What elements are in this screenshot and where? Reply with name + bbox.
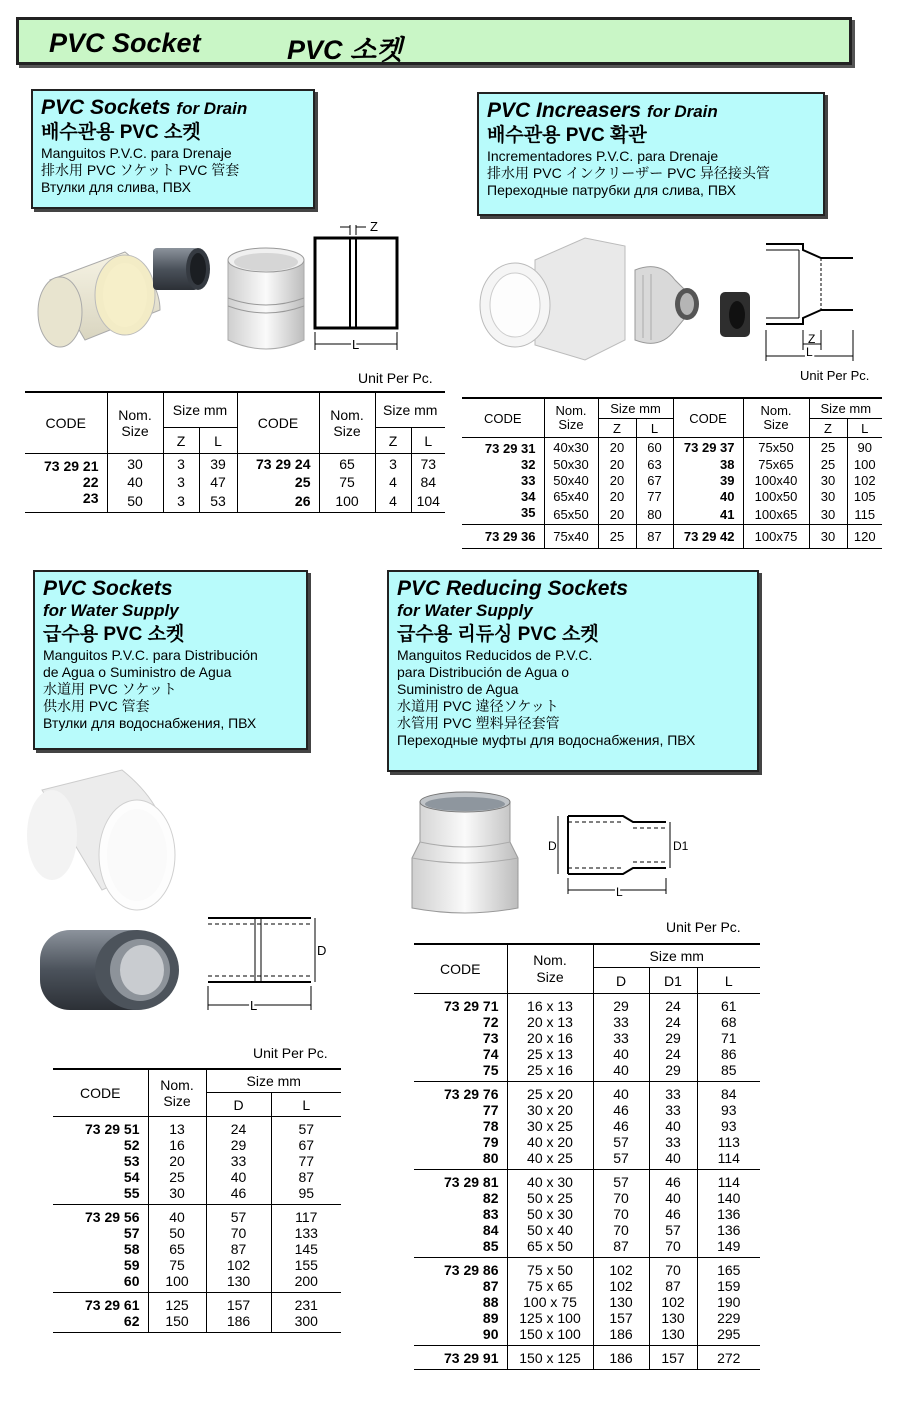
table-row — [414, 1150, 760, 1170]
water-sockets-es2: de Agua o Suministro de Agua — [43, 664, 232, 680]
col-header-nom: Nom. Size — [507, 944, 593, 994]
table-row: 35 65x50 20 80 41 100x65 30 115 — [462, 505, 882, 525]
cell-d: 102 — [593, 1278, 649, 1294]
cell-nom: 13 — [148, 1117, 206, 1138]
col-header-code: CODE — [237, 392, 319, 454]
cell-l: 61 — [697, 994, 760, 1015]
table-row — [53, 1153, 341, 1169]
table-row: 33 50x40 20 67 39 100x40 30 102 — [462, 473, 882, 489]
cell-d1: 24 — [649, 994, 697, 1015]
cell-d1: 46 — [649, 1206, 697, 1222]
table-row: 73 29 21 30 3 39 73 29 24 65 3 73 — [25, 454, 445, 475]
table-row — [414, 1310, 760, 1326]
cell-nom: 40 x 20 — [507, 1134, 593, 1150]
cell-d: 24 — [206, 1117, 271, 1138]
table-row — [53, 1313, 341, 1333]
table-row — [53, 1185, 341, 1205]
water-sockets-subtitle: for Water Supply — [43, 601, 179, 620]
cell-nom: 20 — [148, 1153, 206, 1169]
cell-code: 74 — [482, 1046, 499, 1062]
table-row — [414, 1278, 760, 1294]
cell-l: 68 — [697, 1014, 760, 1030]
water-sockets-dimension-diagram — [203, 910, 333, 1020]
cell-nom: 150 — [148, 1313, 206, 1333]
table-row — [53, 1257, 341, 1273]
cell-l: 136 — [697, 1206, 760, 1222]
cell-code: 73 29 51 — [85, 1121, 140, 1137]
cell-code: 90 — [482, 1326, 499, 1342]
cell-code: 73 29 71 — [444, 998, 499, 1014]
cell-d: 130 — [593, 1294, 649, 1310]
cell-l: 295 — [697, 1326, 760, 1346]
water-reducing-ko: 급수용 리듀싱 PVC 소켓 — [397, 624, 599, 645]
cell-code: 60 — [123, 1273, 140, 1289]
table-row — [414, 1082, 760, 1103]
cell-nom: 40 x 30 — [507, 1170, 593, 1191]
cell-code: 83 — [482, 1206, 499, 1222]
cell-l: 57 — [271, 1117, 341, 1138]
cell-l: 272 — [697, 1346, 760, 1370]
water-sockets-ru: Втулки для водоснабжения, ПВХ — [43, 715, 257, 731]
cell-nom: 75 x 65 — [507, 1278, 593, 1294]
cell-d: 87 — [206, 1241, 271, 1257]
drain-increasers-product-image — [475, 230, 765, 370]
cell-d: 40 — [206, 1169, 271, 1185]
cell-d: 46 — [593, 1118, 649, 1134]
water-reducing-zh: 水管用 PVC 塑料异径套管 — [397, 715, 560, 731]
table-row — [53, 1293, 341, 1314]
cell-code: 75 — [482, 1062, 499, 1078]
table-row: 34 65x40 20 77 40 100x50 30 105 — [462, 489, 882, 505]
cell-d: 33 — [593, 1014, 649, 1030]
table-row — [414, 1222, 760, 1238]
water-reducing-ja: 水道用 PVC 違径ソケット — [397, 698, 559, 714]
cell-l: 93 — [697, 1118, 760, 1134]
water-reducing-dimension-diagram — [548, 808, 698, 898]
cell-nom: 25 x 13 — [507, 1046, 593, 1062]
table-row — [414, 1190, 760, 1206]
water-reducing-dim-l: L — [616, 885, 623, 899]
cell-l: 300 — [271, 1313, 341, 1333]
cell-code: 88 — [482, 1294, 499, 1310]
cell-d1: 33 — [649, 1082, 697, 1103]
cell-nom: 75 x 50 — [507, 1258, 593, 1279]
cell-d1: 130 — [649, 1310, 697, 1326]
drain-sockets-es: Manguitos P.V.C. para Drenaje — [41, 145, 232, 161]
table-row — [53, 1169, 341, 1185]
water-reducing-title: PVC Reducing Sockets — [397, 577, 629, 600]
col-header-size-mm: Size mm — [809, 398, 882, 419]
cell-code: 54 — [123, 1169, 140, 1185]
cell-code: 73 29 86 — [444, 1262, 499, 1278]
table-row — [414, 994, 760, 1015]
cell-nom: 65 — [148, 1241, 206, 1257]
cell-d1: 40 — [649, 1118, 697, 1134]
water-reducing-unit: Unit Per Pc. — [666, 919, 741, 935]
table-row — [414, 1102, 760, 1118]
col-header-size-mm: Size mm — [206, 1069, 341, 1093]
table-row — [53, 1241, 341, 1257]
cell-l: 140 — [697, 1190, 760, 1206]
cell-d1: 102 — [649, 1294, 697, 1310]
cell-code: 73 29 81 — [444, 1174, 499, 1190]
col-header-code: CODE — [462, 398, 544, 438]
table-row — [414, 1046, 760, 1062]
water-reducing-header — [387, 570, 759, 772]
cell-d: 130 — [206, 1273, 271, 1293]
water-sockets-product-image — [22, 770, 197, 1020]
cell-code: 52 — [123, 1137, 140, 1153]
cell-nom: 50 x 40 — [507, 1222, 593, 1238]
cell-code: 84 — [482, 1222, 499, 1238]
table-row: 23 50 3 53 26 100 4 104 — [25, 490, 445, 513]
page-title-en: PVC Socket — [49, 28, 201, 58]
cell-d1: 33 — [649, 1134, 697, 1150]
cell-l: 133 — [271, 1225, 341, 1241]
col-header-size-mm: Size mm — [375, 392, 445, 428]
cell-d1: 24 — [649, 1014, 697, 1030]
water-reducing-product-image — [410, 790, 525, 915]
water-sockets-dim-l: L — [250, 998, 258, 1013]
cell-code: 73 — [482, 1030, 499, 1046]
page-title-bar — [16, 17, 852, 65]
table-row — [414, 1014, 760, 1030]
cell-l: 67 — [271, 1137, 341, 1153]
cell-code: 87 — [482, 1278, 499, 1294]
col-header-code: CODE — [414, 944, 507, 994]
cell-d1: 70 — [649, 1258, 697, 1279]
drain-increasers-ja: 排水用 PVC インクリーザー PVC 异径接头管 — [487, 165, 770, 181]
cell-nom: 20 x 16 — [507, 1030, 593, 1046]
col-header-d1: D1 — [649, 968, 697, 994]
col-header-d: D — [206, 1093, 271, 1117]
cell-d1: 40 — [649, 1190, 697, 1206]
cell-d1: 33 — [649, 1102, 697, 1118]
col-header-z: Z — [375, 428, 411, 454]
water-sockets-dim-d: D — [317, 943, 327, 958]
cell-code: 73 29 76 — [444, 1086, 499, 1102]
cell-d: 87 — [593, 1238, 649, 1258]
cell-nom: 25 — [148, 1169, 206, 1185]
cell-d1: 130 — [649, 1326, 697, 1346]
table-row — [414, 1238, 760, 1258]
cell-code: 77 — [482, 1102, 499, 1118]
cell-l: 114 — [697, 1170, 760, 1191]
col-header-nom: Nom. Size — [743, 398, 809, 438]
water-reducing-ru: Переходные муфты для водоснабжения, ПВХ — [397, 732, 696, 748]
cell-nom: 40 x 25 — [507, 1150, 593, 1170]
page-title-ko: PVC 소켓 — [287, 35, 403, 65]
cell-code: 57 — [123, 1225, 140, 1241]
drain-sockets-dim-z: Z — [370, 219, 378, 234]
drain-sockets-unit: Unit Per Pc. — [358, 370, 433, 386]
cell-code: 82 — [482, 1190, 499, 1206]
drain-increasers-table — [462, 397, 882, 549]
cell-l: 113 — [697, 1134, 760, 1150]
cell-d1: 24 — [649, 1046, 697, 1062]
cell-d: 186 — [593, 1346, 649, 1370]
col-header-code: CODE — [53, 1069, 148, 1117]
table-row — [53, 1273, 341, 1293]
cell-l: 231 — [271, 1293, 341, 1314]
cell-d: 40 — [593, 1062, 649, 1082]
col-header-l: L — [636, 419, 673, 438]
cell-nom: 125 x 100 — [507, 1310, 593, 1326]
water-reducing-es1: Manguitos Reducidos de P.V.C. — [397, 647, 593, 663]
table-row — [414, 1062, 760, 1082]
water-reducing-subtitle: for Water Supply — [397, 601, 533, 620]
col-header-size-mm: Size mm — [163, 392, 237, 428]
table-row — [53, 1205, 341, 1226]
cell-l: 229 — [697, 1310, 760, 1326]
cell-code: 80 — [482, 1150, 499, 1166]
drain-increasers-header — [477, 92, 825, 216]
cell-code: 55 — [123, 1185, 140, 1201]
col-header-nom: Nom. Size — [319, 392, 375, 454]
cell-l: 84 — [697, 1082, 760, 1103]
cell-nom: 25 x 16 — [507, 1062, 593, 1082]
cell-d: 70 — [593, 1190, 649, 1206]
cell-d: 70 — [593, 1206, 649, 1222]
cell-nom: 30 x 20 — [507, 1102, 593, 1118]
table-row — [414, 1170, 760, 1191]
drain-sockets-title: PVC Sockets — [41, 96, 171, 119]
cell-code: 73 29 56 — [85, 1209, 140, 1225]
cell-d1: 70 — [649, 1238, 697, 1258]
cell-d: 57 — [593, 1170, 649, 1191]
table-row — [414, 1134, 760, 1150]
cell-nom: 40 — [148, 1205, 206, 1226]
water-sockets-header — [33, 570, 308, 750]
cell-d: 157 — [206, 1293, 271, 1314]
cell-d: 70 — [593, 1222, 649, 1238]
cell-code: 85 — [482, 1238, 499, 1254]
cell-l: 86 — [697, 1046, 760, 1062]
water-reducing-es2: para Distribución de Agua o — [397, 664, 569, 680]
cell-code: 78 — [482, 1118, 499, 1134]
cell-d1: 87 — [649, 1278, 697, 1294]
drain-increasers-title-suffix: for Drain — [646, 102, 718, 121]
table-row — [53, 1225, 341, 1241]
water-reducing-table — [414, 943, 760, 1370]
cell-d: 157 — [593, 1310, 649, 1326]
water-sockets-es1: Manguitos P.V.C. para Distribución — [43, 647, 258, 663]
cell-d1: 157 — [649, 1346, 697, 1370]
cell-l: 136 — [697, 1222, 760, 1238]
water-sockets-table — [53, 1068, 341, 1333]
col-header-z: Z — [809, 419, 847, 438]
cell-code: 89 — [482, 1310, 499, 1326]
col-header-nom: Nom. Size — [148, 1069, 206, 1117]
cell-l: 165 — [697, 1258, 760, 1279]
col-header-l: L — [847, 419, 882, 438]
water-sockets-ja: 水道用 PVC ソケット — [43, 681, 177, 697]
cell-nom: 65 x 50 — [507, 1238, 593, 1258]
col-header-size-mm: Size mm — [593, 944, 760, 968]
col-header-d: D — [593, 968, 649, 994]
cell-nom: 50 x 30 — [507, 1206, 593, 1222]
cell-d: 102 — [206, 1257, 271, 1273]
cell-d: 70 — [206, 1225, 271, 1241]
cell-d: 29 — [206, 1137, 271, 1153]
cell-d: 46 — [206, 1185, 271, 1205]
cell-d: 40 — [593, 1046, 649, 1062]
cell-nom: 100 x 75 — [507, 1294, 593, 1310]
water-sockets-title: PVC Sockets — [43, 577, 173, 600]
cell-nom: 50 x 25 — [507, 1190, 593, 1206]
cell-l: 149 — [697, 1238, 760, 1258]
table-row — [414, 1258, 760, 1279]
cell-nom: 20 x 13 — [507, 1014, 593, 1030]
table-row — [414, 1118, 760, 1134]
cell-nom: 30 x 25 — [507, 1118, 593, 1134]
cell-l: 145 — [271, 1241, 341, 1257]
drain-increasers-dim-z: Z — [808, 332, 816, 346]
cell-l: 200 — [271, 1273, 341, 1293]
water-sockets-zh: 供水用 PVC 管套 — [43, 698, 150, 714]
cell-nom: 125 — [148, 1293, 206, 1314]
cell-nom: 25 x 20 — [507, 1082, 593, 1103]
table-row — [414, 1346, 760, 1370]
cell-l: 114 — [697, 1150, 760, 1170]
water-reducing-dim-d1: D1 — [673, 839, 689, 853]
cell-d: 57 — [593, 1150, 649, 1170]
cell-d: 40 — [593, 1082, 649, 1103]
table-row: 32 50x30 20 63 38 75x65 25 100 — [462, 457, 882, 473]
table-row: 73 29 36 75x40 25 87 73 29 42 100x75 30 120 — [462, 525, 882, 549]
cell-nom: 150 x 100 — [507, 1326, 593, 1346]
cell-d1: 29 — [649, 1030, 697, 1046]
cell-nom: 16 — [148, 1137, 206, 1153]
cell-nom: 100 — [148, 1273, 206, 1293]
col-header-l: L — [271, 1093, 341, 1117]
cell-l: 155 — [271, 1257, 341, 1273]
cell-l: 93 — [697, 1102, 760, 1118]
cell-code: 62 — [123, 1313, 140, 1329]
cell-d: 33 — [206, 1153, 271, 1169]
drain-increasers-title: PVC Increasers — [487, 99, 642, 122]
col-header-z: Z — [163, 428, 199, 454]
table-row — [414, 1030, 760, 1046]
table-row — [414, 1326, 760, 1346]
cell-l: 190 — [697, 1294, 760, 1310]
col-header-l: L — [199, 428, 237, 454]
water-sockets-unit: Unit Per Pc. — [253, 1045, 328, 1061]
table-row: 73 29 31 40x30 20 60 73 29 37 75x50 25 90 — [462, 438, 882, 458]
cell-d1: 57 — [649, 1222, 697, 1238]
table-row: 22 40 3 47 25 75 4 84 — [25, 474, 445, 490]
cell-d: 57 — [593, 1134, 649, 1150]
drain-increasers-dimension-diagram — [763, 236, 863, 366]
cell-l: 87 — [271, 1169, 341, 1185]
drain-increasers-unit: Unit Per Pc. — [800, 368, 870, 383]
table-row — [414, 1294, 760, 1310]
drain-sockets-table — [25, 391, 445, 513]
drain-sockets-dim-l: L — [352, 337, 360, 352]
cell-d: 102 — [593, 1258, 649, 1279]
cell-code: 79 — [482, 1134, 499, 1150]
cell-d1: 46 — [649, 1170, 697, 1191]
col-header-size-mm: Size mm — [598, 398, 673, 419]
table-row — [414, 1206, 760, 1222]
drain-sockets-ru: Втулки для слива, ПВХ — [41, 179, 191, 195]
cell-l: 117 — [271, 1205, 341, 1226]
cell-d: 186 — [593, 1326, 649, 1346]
cell-nom: 30 — [148, 1185, 206, 1205]
col-header-code: CODE — [673, 398, 743, 438]
col-header-nom: Nom. Size — [544, 398, 598, 438]
cell-l: 159 — [697, 1278, 760, 1294]
cell-d1: 29 — [649, 1062, 697, 1082]
drain-sockets-title-suffix: for Drain — [176, 99, 248, 118]
table-row — [53, 1137, 341, 1153]
cell-d: 46 — [593, 1102, 649, 1118]
cell-code: 53 — [123, 1153, 140, 1169]
drain-increasers-ko: 배수관용 PVC 확관 — [487, 125, 647, 146]
drain-sockets-ja: 排水用 PVC ソケット PVC 管套 — [41, 162, 240, 178]
col-header-l: L — [697, 968, 760, 994]
cell-code: 72 — [482, 1014, 499, 1030]
cell-nom: 16 x 13 — [507, 994, 593, 1015]
water-sockets-ko: 급수용 PVC 소켓 — [43, 624, 185, 645]
cell-l: 95 — [271, 1185, 341, 1205]
drain-increasers-dim-l: L — [806, 345, 813, 359]
cell-d: 29 — [593, 994, 649, 1015]
cell-l: 77 — [271, 1153, 341, 1169]
cell-l: 71 — [697, 1030, 760, 1046]
water-reducing-dim-d: D — [548, 839, 557, 853]
cell-code: 73 29 91 — [444, 1350, 499, 1366]
drain-sockets-header — [31, 89, 315, 209]
drain-increasers-es: Incrementadores P.V.C. para Drenaje — [487, 148, 719, 164]
col-header-z: Z — [598, 419, 636, 438]
cell-nom: 50 — [148, 1225, 206, 1241]
cell-d: 186 — [206, 1313, 271, 1333]
cell-d: 33 — [593, 1030, 649, 1046]
drain-sockets-ko: 배수관용 PVC 소켓 — [41, 122, 201, 143]
drain-sockets-dimension-diagram — [312, 220, 402, 355]
table-row — [53, 1117, 341, 1138]
col-header-code: CODE — [25, 392, 107, 454]
cell-d1: 40 — [649, 1150, 697, 1170]
cell-code: 73 29 61 — [85, 1297, 140, 1313]
drain-increasers-ru: Переходные патрубки для слива, ПВХ — [487, 182, 736, 198]
cell-code: 58 — [123, 1241, 140, 1257]
col-header-nom: Nom. Size — [107, 392, 163, 454]
cell-code: 59 — [123, 1257, 140, 1273]
cell-nom: 75 — [148, 1257, 206, 1273]
cell-d: 57 — [206, 1205, 271, 1226]
col-header-l: L — [411, 428, 445, 454]
water-reducing-es3: Suministro de Agua — [397, 681, 519, 697]
cell-l: 85 — [697, 1062, 760, 1082]
cell-nom: 150 x 125 — [507, 1346, 593, 1370]
